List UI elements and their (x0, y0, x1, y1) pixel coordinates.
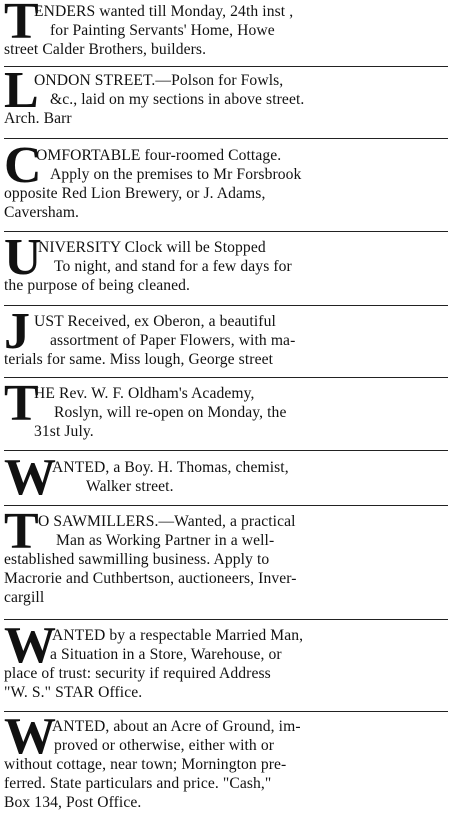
column-rule (4, 619, 448, 620)
ad-line: ANTED by a respectable Married Man, (52, 627, 304, 644)
ad-line: Arch. Barr (4, 110, 72, 127)
column-rule (4, 305, 448, 306)
ad-line: street Calder Brothers, builders. (4, 41, 207, 58)
ad-line: Box 134, Post Office. (4, 794, 142, 811)
column-rule (4, 377, 448, 378)
ad-line: ANTED, about an Acre of Ground, im- (52, 718, 301, 735)
classified-ad-london-street (4, 62, 448, 128)
drop-cap: C (4, 137, 42, 194)
ad-line: established sawmilling business. Apply to (4, 551, 270, 568)
ad-line: Apply on the premises to Mr Forsbrook (50, 166, 302, 183)
ad-line: cargill (4, 589, 45, 606)
classified-ad-situation-wanted (4, 617, 448, 702)
drop-cap: T (4, 503, 39, 560)
ad-line: ENDERS wanted till Monday, 24th inst , (34, 3, 294, 20)
ad-line: 31st July. (34, 423, 94, 440)
drop-cap: U (4, 229, 42, 286)
column-rule (4, 66, 448, 67)
ad-line: place of trust: security if required Address (4, 665, 271, 682)
classified-ad-sawmillers (4, 503, 448, 607)
ad-line: opposite Red Lion Brewery, or J. Adams, (4, 185, 266, 202)
column-rule (4, 505, 448, 506)
ad-line: terials for same. Miss lough, George street (4, 351, 274, 368)
drop-cap: J (4, 303, 31, 360)
ad-line: proved or otherwise, either with or (54, 737, 275, 754)
classified-ad-acre-wanted (4, 708, 448, 812)
column-rule (4, 711, 448, 712)
ad-line: ONDON STREET.—Polson for Fowls, (34, 72, 284, 89)
column-rule (4, 450, 448, 451)
classified-ad-university-clock (4, 229, 448, 295)
ad-line: NIVERSITY Clock will be Stopped (38, 239, 266, 256)
ad-line: "W. S." STAR Office. (4, 684, 143, 701)
ad-line: without cottage, near town; Mornington pre- (4, 756, 287, 773)
ad-line: O SAWMILLERS.—Wanted, a practical (38, 513, 296, 530)
classified-ad-cottage (4, 137, 448, 222)
ad-line: Caversham. (4, 204, 80, 221)
ad-line: a Situation in a Store, Warehouse, or (50, 646, 282, 663)
ad-line: ferred. State particulars and price. "Cash," (4, 775, 272, 792)
ad-line: UST Received, ex Oberon, a beautiful (34, 313, 276, 330)
drop-cap: W (4, 449, 57, 506)
ad-line: Roslyn, will re-open on Monday, the (54, 404, 287, 421)
ad-line: Man as Working Partner in a well- (56, 532, 275, 549)
ad-line: To night, and stand for a few days for (54, 258, 292, 275)
ad-line: assortment of Paper Flowers, with ma- (50, 332, 296, 349)
drop-cap: W (4, 708, 57, 765)
ad-line: Macrorie and Cuthbertson, auctioneers, Inver- (4, 570, 297, 587)
classified-ad-academy (4, 375, 448, 441)
drop-cap: T (4, 0, 39, 50)
classified-ad-paper-flowers (4, 303, 448, 369)
classified-ad-tenders (4, 2, 448, 59)
ad-line: Walker street. (86, 478, 174, 495)
column-rule (4, 231, 448, 232)
ad-line: the purpose of being cleaned. (4, 277, 191, 294)
ad-line: ANTED, a Boy. H. Thomas, chemist, (52, 459, 289, 476)
drop-cap: W (4, 617, 57, 674)
ad-line: OMFORTABLE four-roomed Cottage. (36, 147, 282, 164)
classified-ad-boy-wanted (4, 449, 448, 506)
ad-line: HE Rev. W. F. Oldham's Academy, (34, 385, 255, 402)
drop-cap: T (4, 375, 39, 432)
column-rule (4, 138, 448, 139)
drop-cap: L (4, 62, 39, 119)
ad-line: &c., laid on my sections in above street. (50, 91, 305, 108)
ad-line: for Painting Servants' Home, Howe (50, 22, 275, 39)
